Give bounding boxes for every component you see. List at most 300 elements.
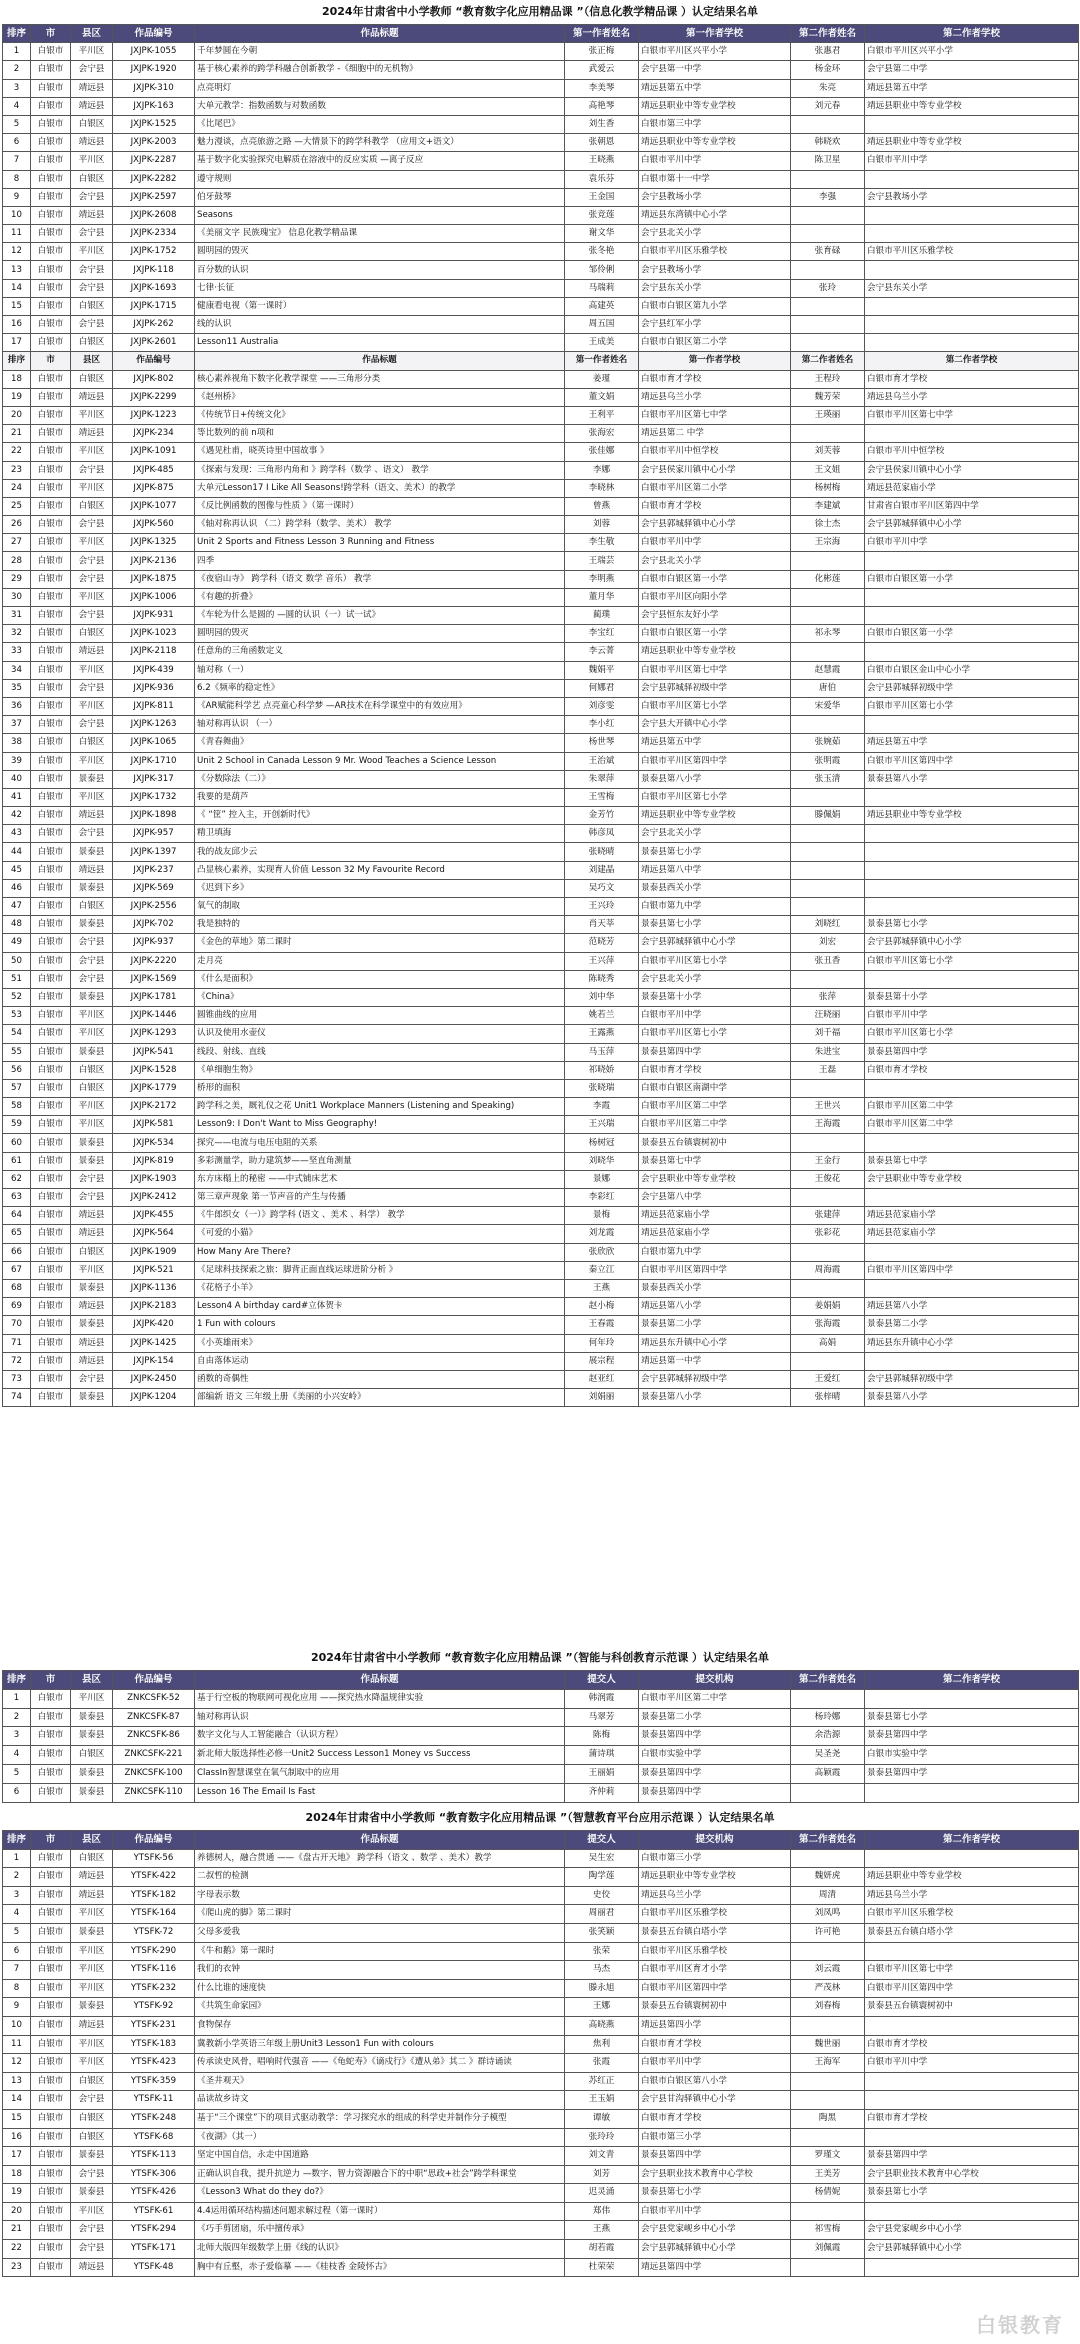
table-cell: 基于“三个课堂”下的项目式驱动教学：学习探究水的组成的科学史并制作分子模型 — [195, 2109, 565, 2128]
table-cell: 27 — [3, 534, 31, 552]
table-cell: 景泰县 — [71, 1389, 113, 1407]
table-cell: 29 — [3, 570, 31, 588]
table-cell: 白银市 — [31, 770, 71, 788]
table-cell: 杨玲娜 — [791, 1708, 865, 1727]
table-cell: 高娟 — [791, 1334, 865, 1352]
table-cell: 21 — [3, 2221, 31, 2240]
table-cell: 《什么是面积》 — [195, 970, 565, 988]
table-cell: 千年梦圆在今朝 — [195, 43, 565, 61]
table-cell: 郑伟 — [565, 2202, 639, 2221]
table-cell: 《传统节日+传统文化》 — [195, 406, 565, 424]
table-cell — [865, 425, 1079, 443]
table-cell: 函数的奇偶性 — [195, 1370, 565, 1388]
table-cell: 白银区 — [71, 2109, 113, 2128]
table-cell: 30 — [3, 588, 31, 606]
table-cell: 2 — [3, 1868, 31, 1887]
table-cell: 平川区 — [71, 1261, 113, 1279]
table-cell: 《迟到下乡》 — [195, 879, 565, 897]
table-cell: YTSFK-423 — [113, 2054, 195, 2073]
table-cell — [791, 552, 865, 570]
table-cell: 白银市 — [31, 370, 71, 388]
table-cell: 靖远县第八小学 — [639, 1298, 791, 1316]
table-cell: 《花格子小羊》 — [195, 1279, 565, 1297]
table-cell: 白银市 — [31, 297, 71, 315]
column-header: 排序 — [3, 25, 31, 43]
table-cell: 白银区 — [71, 898, 113, 916]
table-cell: 认识及使用水壶仪 — [195, 1025, 565, 1043]
table-cell: 靖远县职业中等专业学校 — [639, 643, 791, 661]
table-cell: 李明燕 — [565, 570, 639, 588]
table-cell: Unit 2 Sports and Fitness Lesson 3 Running and Fitness — [195, 534, 565, 552]
table-cell: 滕永旭 — [565, 1979, 639, 1998]
table-cell: 白银市平川中学 — [639, 152, 791, 170]
table-cell: 《轴对称再认识 （二）跨学科（数学、美术） 教学 — [195, 516, 565, 534]
table-cell: JXJPK-819 — [113, 1152, 195, 1170]
table-cell: 白银市 — [31, 2054, 71, 2073]
table-cell: 20 — [3, 2202, 31, 2221]
table-cell: 平川区 — [71, 2054, 113, 2073]
table-cell: 白银区 — [71, 2128, 113, 2147]
table-cell: JXJPK-262 — [113, 316, 195, 334]
table-cell: 16 — [3, 2128, 31, 2147]
table-cell: JXJPK-560 — [113, 516, 195, 534]
table-row — [3, 1905, 1079, 1924]
section-title: 2024年甘肃省中小学教师 “教育数字化应用精品课 ”（信息化教学精品课 ）认定结果名单 — [321, 5, 759, 18]
table-cell: 什么比谁的速度快 — [195, 1979, 565, 1998]
table-cell: 基于核心素养的跨学科融合创新教学 -《细胞中的无机物》 — [195, 61, 565, 79]
table-cell: 朱翠萍 — [565, 770, 639, 788]
table-cell: 马瑞莉 — [565, 279, 639, 297]
table-cell: 平川区 — [71, 1961, 113, 1980]
table-row — [3, 1334, 1079, 1352]
table-cell: 43 — [3, 825, 31, 843]
table-cell: 平川区 — [71, 661, 113, 679]
table-cell: 白银区 — [71, 625, 113, 643]
table-cell — [791, 2072, 865, 2091]
column-header: 作品编号 — [113, 1831, 195, 1850]
table-cell: 韩彦凤 — [565, 825, 639, 843]
table-cell: 会宁县郭城驿初级中学 — [865, 679, 1079, 697]
column-header: 第一作者学校 — [639, 352, 791, 370]
table-cell: 14 — [3, 2091, 31, 2110]
table-cell: JXJPK-2287 — [113, 152, 195, 170]
table-cell: 白银市平川区乐雅学校 — [865, 1905, 1079, 1924]
table-cell: 基于数字化实验探究电解质在溶液中的反应实质 —离子反应 — [195, 152, 565, 170]
table-cell — [865, 170, 1079, 188]
table-cell: 白银市 — [31, 552, 71, 570]
table-cell: JXJPK-931 — [113, 607, 195, 625]
table-cell: YTSFK-182 — [113, 1886, 195, 1905]
table-cell: 白银市平川区第七中学 — [639, 661, 791, 679]
table-cell: 9 — [3, 1998, 31, 2017]
table-cell: JXJPK-439 — [113, 661, 195, 679]
table-cell: YTSFK-68 — [113, 2128, 195, 2147]
table-cell: 魏妍虎 — [791, 1868, 865, 1887]
table-cell: 白银市 — [31, 1746, 71, 1765]
column-header: 第二作者学校 — [865, 25, 1079, 43]
column-header: 县区 — [71, 352, 113, 370]
table-cell: 22 — [3, 2240, 31, 2259]
table-cell: 《可爱的小猫》 — [195, 1225, 565, 1243]
column-header: 提交人 — [565, 1831, 639, 1850]
table-cell: 王雪梅 — [565, 788, 639, 806]
table-cell: 《夜湖》（其一） — [195, 2128, 565, 2147]
table-cell: 5 — [3, 1764, 31, 1783]
table-cell: 朱亮 — [791, 79, 865, 97]
table-row — [3, 1942, 1079, 1961]
table-cell: 张育碌 — [791, 243, 865, 261]
table-cell: YTSFK-72 — [113, 1923, 195, 1942]
table-cell: 平川区 — [71, 1905, 113, 1924]
column-header: 第二作者姓名 — [791, 1831, 865, 1850]
table-cell: 白银市 — [31, 752, 71, 770]
table-cell: JXJPK-521 — [113, 1261, 195, 1279]
table-cell: 靖远县职业中等专业学校 — [639, 97, 791, 115]
table-cell: JXJPK-802 — [113, 370, 195, 388]
table-cell — [791, 334, 865, 352]
table-cell: 王俊花 — [791, 1170, 865, 1188]
table-row — [3, 170, 1079, 188]
table-cell: 白银市平川中学 — [865, 2054, 1079, 2073]
table-cell: 白银市 — [31, 2091, 71, 2110]
column-header: 第一作者学校 — [639, 25, 791, 43]
table-cell: JXJPK-2601 — [113, 334, 195, 352]
table-cell: 邹伶俐 — [565, 261, 639, 279]
table-cell: 魅力漫谈，点亮旅游之路 —大情景下的跨学科教学 （应用文+语文） — [195, 134, 565, 152]
table-cell: 63 — [3, 1189, 31, 1207]
table-cell: 李美琴 — [565, 79, 639, 97]
table-cell: 会宁县 — [71, 825, 113, 843]
table-cell: 白银市平川区第七中学 — [865, 1961, 1079, 1980]
table-row — [3, 1298, 1079, 1316]
table-cell: 肖天莘 — [565, 916, 639, 934]
table-cell: JXJPK-163 — [113, 97, 195, 115]
table-cell: 景泰县第七小学 — [865, 2184, 1079, 2203]
table-cell: JXJPK-234 — [113, 425, 195, 443]
table-cell: 景泰县第八小学 — [865, 770, 1079, 788]
table-cell: 白银市 — [31, 534, 71, 552]
table-cell: JXJPK-1006 — [113, 588, 195, 606]
table-cell: 刘芙蓉 — [791, 443, 865, 461]
table-cell: 会宁县郭城驿镇中心小学 — [865, 934, 1079, 952]
table-row — [3, 1189, 1079, 1207]
table-cell: 《美丽文字 民族瑰宝》 信息化教学精品课 — [195, 225, 565, 243]
table-cell: 化彬莲 — [791, 570, 865, 588]
table-cell: 白银市 — [31, 206, 71, 224]
table-cell: 白银市 — [31, 825, 71, 843]
table-cell: 王程玲 — [791, 370, 865, 388]
table-cell: 会宁县 — [71, 607, 113, 625]
table-cell: 靖远县职业中等专业学校 — [865, 97, 1079, 115]
table-cell: 白银市平川中学 — [639, 1007, 791, 1025]
table-cell: JXJPK-1425 — [113, 1334, 195, 1352]
table-row — [3, 643, 1079, 661]
table-cell: 白银区 — [71, 497, 113, 515]
table-cell: 白银市平川区乐雅学校 — [639, 1905, 791, 1924]
table-cell: 白银市 — [31, 79, 71, 97]
table-cell: JXJPK-2412 — [113, 1189, 195, 1207]
table-cell: 15 — [3, 297, 31, 315]
table-cell: 白银市 — [31, 2109, 71, 2128]
table-cell: 张海宏 — [565, 425, 639, 443]
table-cell: 53 — [3, 1007, 31, 1025]
table-row — [3, 534, 1079, 552]
table-cell: 景泰县第七中学 — [639, 1152, 791, 1170]
table-row — [3, 425, 1079, 443]
table-cell: 白银市 — [31, 1961, 71, 1980]
column-header: 提交人 — [565, 1671, 639, 1690]
table-cell: 白银市 — [31, 61, 71, 79]
table-cell: 曾燕 — [565, 497, 639, 515]
table-cell: 白银市 — [31, 115, 71, 133]
table-cell: 刘生香 — [565, 115, 639, 133]
table-cell: 会宁县 — [71, 1170, 113, 1188]
table-cell: 白银市 — [31, 1689, 71, 1708]
table-cell: Lesson11 Australia — [195, 334, 565, 352]
table-cell: 白银市育才学校 — [865, 1061, 1079, 1079]
table-cell: JXJPK-875 — [113, 479, 195, 497]
column-header: 作品标题 — [195, 25, 565, 43]
table-cell: 54 — [3, 1025, 31, 1043]
table-cell: 平川区 — [71, 2035, 113, 2054]
column-header: 作品编号 — [113, 1671, 195, 1690]
table-row — [3, 752, 1079, 770]
table-cell: 白银市平川区第二中学 — [639, 1116, 791, 1134]
table-cell: 白银市平川中学 — [865, 152, 1079, 170]
table-cell: 刘文青 — [565, 2147, 639, 2166]
table-cell: 白银市平川区乐雅学校 — [639, 243, 791, 261]
table-cell: 展宗程 — [565, 1352, 639, 1370]
table-cell: 会宁县东关小学 — [639, 279, 791, 297]
table-cell: 白银市白银区第一小学 — [865, 625, 1079, 643]
table-cell: JXJPK-2136 — [113, 552, 195, 570]
table-cell: 景泰县 — [71, 1783, 113, 1802]
table-cell: 白银市 — [31, 1116, 71, 1134]
table-cell: 刘元春 — [791, 97, 865, 115]
table-cell: 60 — [3, 1134, 31, 1152]
table-cell: 景泰县 — [71, 1134, 113, 1152]
table-cell: 传承读史风骨，唱响时代强音 ——《龟蛇寿》《谪戍行》《遭从弟》其二 》群诗诵读 — [195, 2054, 565, 2073]
table-cell: 祁晓娇 — [565, 1061, 639, 1079]
section-info-teaching — [2, 0, 1078, 1407]
table-cell: ClassIn智慧课堂在氧气制取中的应用 — [195, 1764, 565, 1783]
table-row — [3, 370, 1079, 388]
table-row — [3, 152, 1079, 170]
table-cell: 白银区 — [71, 1243, 113, 1261]
table-cell: 景泰县五台镇白塔小学 — [865, 1923, 1079, 1942]
table-row — [3, 406, 1079, 424]
table-cell: 白银区 — [71, 1746, 113, 1765]
table-cell: YTSFK-359 — [113, 2072, 195, 2091]
table-cell: 白银市平川区第七小学 — [865, 1025, 1079, 1043]
table-cell: 第三章声现象 第一节声音的产生与传播 — [195, 1189, 565, 1207]
table-cell — [865, 206, 1079, 224]
table-row — [3, 625, 1079, 643]
table-cell — [791, 861, 865, 879]
table-cell: 靖远县乌兰小学 — [865, 1886, 1079, 1905]
table-cell: 71 — [3, 1334, 31, 1352]
table-cell: 73 — [3, 1370, 31, 1388]
table-cell: JXJPK-317 — [113, 770, 195, 788]
table-cell: YTSFK-164 — [113, 1905, 195, 1924]
table-cell: 景泰县第四中学 — [639, 1783, 791, 1802]
table-cell: 董月华 — [565, 588, 639, 606]
table-cell: 白银市 — [31, 697, 71, 715]
table-cell: 白银市平川区第四中学 — [639, 752, 791, 770]
table-cell — [865, 316, 1079, 334]
table-row — [3, 206, 1079, 224]
table-cell: 白银市平川区第七小学 — [639, 697, 791, 715]
table-cell: 白银市平川中学 — [639, 2054, 791, 2073]
table-row — [3, 2054, 1079, 2073]
table-body — [3, 1689, 1079, 1802]
table-row — [3, 843, 1079, 861]
table-cell: 会宁县甘沟驿镇中心小学 — [639, 2091, 791, 2110]
table-cell: 景泰县 — [71, 1923, 113, 1942]
table-cell: 白银市白银区第八小学 — [639, 2072, 791, 2091]
table-cell: 白银市 — [31, 43, 71, 61]
table-cell: 大单元Lesson17 I Like All Seasons!跨学科（语文、美术）的教学 — [195, 479, 565, 497]
table-cell: 白银市 — [31, 952, 71, 970]
table-cell: 吴巧文 — [565, 879, 639, 897]
table-cell: 白银市育才学校 — [639, 2109, 791, 2128]
table-cell: 王海霞 — [791, 1116, 865, 1134]
table-cell: 景泰县 — [71, 2184, 113, 2203]
table-cell: 百分数的认识 — [195, 261, 565, 279]
table-row — [3, 1079, 1079, 1097]
table-cell: 57 — [3, 1079, 31, 1097]
table-cell: 景泰县第四中学 — [639, 2147, 791, 2166]
table-cell: 靖远县范家庙小学 — [865, 1225, 1079, 1243]
table-cell: 会宁县职业技术教育中心学校 — [865, 2165, 1079, 2184]
table-cell: 景泰县第七小学 — [639, 916, 791, 934]
table-cell: JXJPK-1781 — [113, 988, 195, 1006]
table-cell: 白银市 — [31, 97, 71, 115]
table-cell: 靖远县 — [71, 1868, 113, 1887]
table-cell: 白银市 — [31, 1998, 71, 2017]
table-cell: 李彩红 — [565, 1189, 639, 1207]
table-cell: 19 — [3, 2184, 31, 2203]
table-cell: JXJPK-310 — [113, 79, 195, 97]
table-cell: 靖远县第五中学 — [639, 734, 791, 752]
table-cell — [865, 334, 1079, 352]
table-cell: 白银市 — [31, 1098, 71, 1116]
table-cell: 东方床榻上的秘密 ——中式铺床艺术 — [195, 1170, 565, 1188]
column-header: 县区 — [71, 1831, 113, 1850]
table-cell: 张竞莲 — [565, 206, 639, 224]
table-cell: 白银市 — [31, 225, 71, 243]
table-cell: 白银市 — [31, 788, 71, 806]
table-row — [3, 516, 1079, 534]
table-cell: 会宁县 — [71, 2165, 113, 2184]
table-cell — [865, 2128, 1079, 2147]
table-cell: 白银市平川区第四中学 — [865, 1979, 1079, 1998]
table-cell: 11 — [3, 2035, 31, 2054]
table-cell: 白银市 — [31, 1334, 71, 1352]
table-cell: 白银市 — [31, 988, 71, 1006]
table-row — [3, 661, 1079, 679]
table-cell — [791, 1942, 865, 1961]
table-cell: 1 — [3, 1849, 31, 1868]
table-cell: 47 — [3, 898, 31, 916]
table-cell: YTSFK-116 — [113, 1961, 195, 1980]
table-cell — [791, 788, 865, 806]
table-cell: 金芳竹 — [565, 807, 639, 825]
table-cell: 会宁县职业技术教育中心学校 — [639, 2165, 791, 2184]
table-cell: 赵小梅 — [565, 1298, 639, 1316]
table-cell: 我要的是葫芦 — [195, 788, 565, 806]
table-cell — [865, 898, 1079, 916]
table-row — [3, 1243, 1079, 1261]
table-cell — [791, 1079, 865, 1097]
table-cell — [791, 2016, 865, 2035]
table-cell: 白银市 — [31, 1225, 71, 1243]
section-title: 2024年甘肃省中小学教师 “教育数字化应用精品课 ”（智慧教育平台应用示范课 ）认定结果名单 — [305, 1811, 775, 1824]
table-cell: 会宁县东关小学 — [865, 279, 1079, 297]
table-cell: 探究——电流与电压电阻的关系 — [195, 1134, 565, 1152]
table-cell: 王燕 — [565, 2221, 639, 2240]
table-cell: 12 — [3, 243, 31, 261]
table-cell: 刘建晶 — [565, 861, 639, 879]
table-cell: YTSFK-306 — [113, 2165, 195, 2184]
table-cell: 王金行 — [791, 1152, 865, 1170]
table-cell: 会宁县郭城驿初级中学 — [639, 1370, 791, 1388]
table-cell: JXJPK-1903 — [113, 1170, 195, 1188]
table-cell: ZNKCSFK-221 — [113, 1746, 195, 1765]
table-cell: 景娜 — [565, 1170, 639, 1188]
table-cell: 白银市 — [31, 2184, 71, 2203]
table-row — [3, 225, 1079, 243]
table-cell — [865, 716, 1079, 734]
table-row — [3, 2184, 1079, 2203]
table-cell: 王海军 — [791, 2054, 865, 2073]
section-title: 2024年甘肃省中小学教师 “教育数字化应用精品课 ”（智能与科创教育示范课 ）认定结果名单 — [310, 1651, 770, 1664]
table-cell: 7 — [3, 1961, 31, 1980]
table-cell: 张婉茹 — [791, 734, 865, 752]
table-cell: JXJPK-2450 — [113, 1370, 195, 1388]
table-cell: 4 — [3, 1746, 31, 1765]
table-cell: 靖远县职业中等专业学校 — [639, 134, 791, 152]
table-cell: 平川区 — [71, 2202, 113, 2221]
table-cell: 靖远县 — [71, 425, 113, 443]
results-table — [2, 1830, 1079, 2277]
table-cell: 景泰县 — [71, 1998, 113, 2017]
table-cell — [865, 115, 1079, 133]
table-cell: 55 — [3, 1043, 31, 1061]
column-header: 提交机构 — [639, 1831, 791, 1850]
table-cell: 靖远县 — [71, 388, 113, 406]
table-row — [3, 497, 1079, 515]
table-cell: 68 — [3, 1279, 31, 1297]
table-cell: 白银市 — [31, 2165, 71, 2184]
table-cell: 38 — [3, 734, 31, 752]
table-cell: 10 — [3, 206, 31, 224]
table-cell: 白银市 — [31, 1727, 71, 1746]
table-cell: 白银市育才学校 — [865, 2109, 1079, 2128]
table-cell: 靖远县东升镇中心小学 — [639, 1334, 791, 1352]
column-header: 第二作者学校 — [865, 1831, 1079, 1850]
table-cell: JXJPK-485 — [113, 461, 195, 479]
table-cell: 朱进宝 — [791, 1043, 865, 1061]
table-cell: JXJPK-1325 — [113, 534, 195, 552]
table-cell: 袁乐芬 — [565, 170, 639, 188]
table-row — [3, 1116, 1079, 1134]
table-cell: 白银市 — [31, 570, 71, 588]
table-cell: JXJPK-1136 — [113, 1279, 195, 1297]
table-cell: 王美芳 — [791, 2165, 865, 2184]
table-cell: JXJPK-1715 — [113, 297, 195, 315]
table-cell: 张晓瑞 — [565, 1079, 639, 1097]
